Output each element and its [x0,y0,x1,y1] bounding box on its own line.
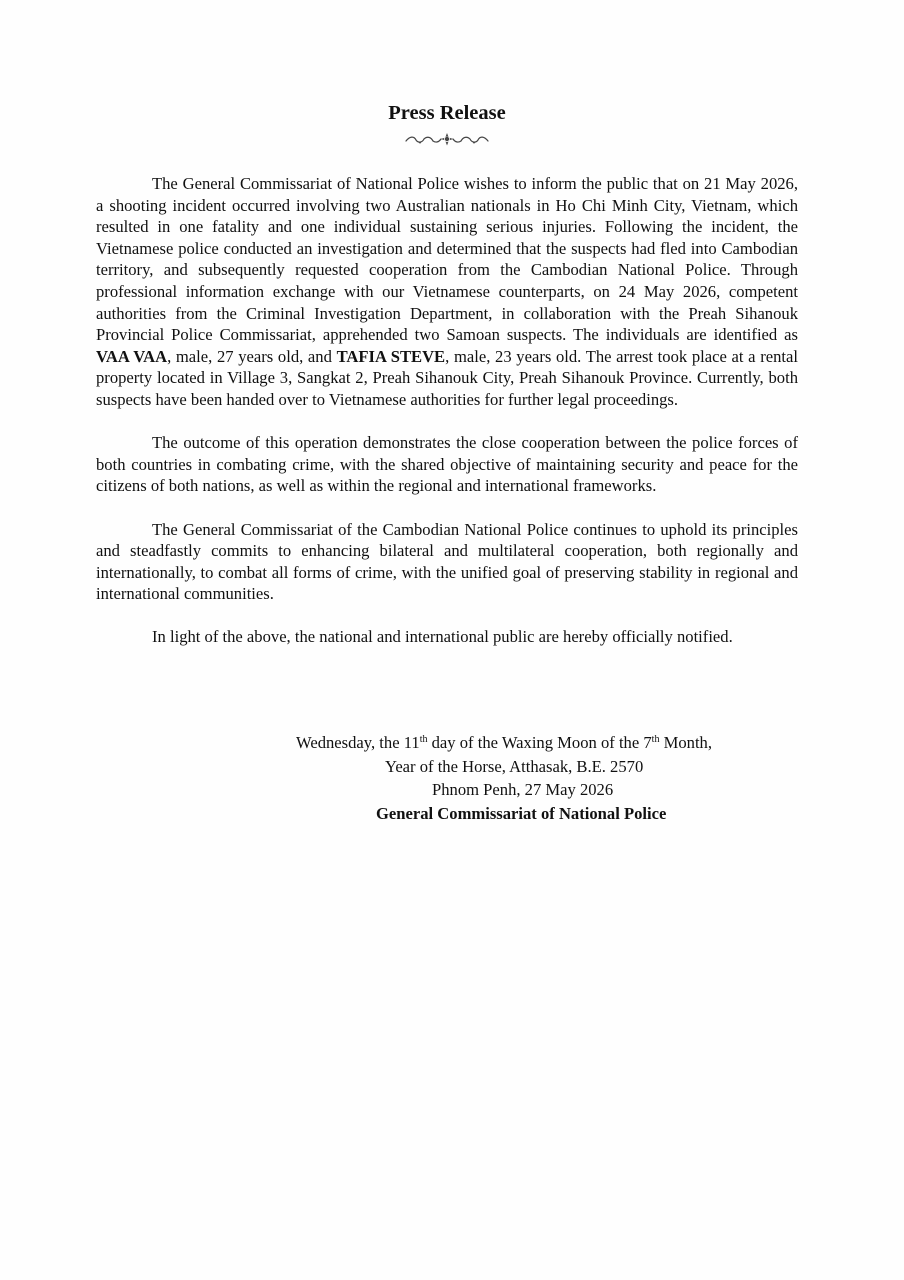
place-date-line: Phnom Penh, 27 May 2026 [432,780,614,799]
signatory: General Commissariat of National Police [376,803,667,823]
lunar-date-line [296,731,776,755]
closing-block [296,731,776,825]
paragraph-text: , male, 23 years old. The arrest took place at a rental property located in Village 3, Sangkat 2, Preah Sihanouk City, Preah Sihanouk Province. Currently, both suspects have been handed over to Vietnamese authorities for further legal proceedings. [96,346,798,409]
ornament-flourish-icon [402,133,492,147]
ordinal-suffix: th [419,734,428,745]
suspect-name: VAA VAA [96,346,168,366]
paragraph-text: The General Commissariat of National Police wishes to inform the public that on 21 May 2026, a shooting incident occurred involving two Australian nationals in Ho Chi Minh City, Vietnam, which resulted in one fatality and one individual sustaining serious injuries. Following the incident, the Vietnamese police conducted an investigation and determined that the suspects had fled into Cambodian territory, and subsequently requested cooperation from the Cambodian National Police. Through professional information exchange with our Vietnamese counterparts, on 24 May 2026, competent authorities from the Criminal Investigation Department, in collaboration with the Preah Sihanouk Provincial Police Commissariat, apprehended two Samoan suspects. The individuals are identified as [96,174,798,345]
body-paragraph [96,626,798,648]
paragraph-text: The outcome of this operation demonstrates the close cooperation between the police forces of both countries in combating crime, with the shared objective of maintaining security and peace for the citizens of both nations, as well as within the regional and international frameworks. [96,433,798,496]
suspect-name: TAFIA STEVE [336,346,446,366]
lunar-date-part: Month, [659,733,713,752]
body-paragraph [96,432,798,497]
body-paragraph [96,173,798,411]
lunar-date-part: Wednesday, the 11 [296,733,420,752]
lunar-date-part: day of the Waxing Moon of the 7 [427,733,652,752]
body-paragraph [96,519,798,605]
ordinal-suffix: th [651,734,660,745]
zodiac-year-line: Year of the Horse, Atthasak, B.E. 2570 [385,756,644,776]
document-title: Press Release [388,102,506,124]
paragraph-text: , male, 27 years old, and [167,346,337,366]
press-release-body [96,173,798,670]
paragraph-text: In light of the above, the national and international public are hereby officially notified. [152,627,733,647]
paragraph-text: The General Commissariat of the Cambodian National Police continues to uphold its principles and steadfastly commits to enhancing bilateral and multilateral cooperation, both regionally and internationally, to combat all forms of crime, with the unified goal of preserving stability in regional and international communities. [96,519,798,604]
ornament-divider [0,133,894,152]
